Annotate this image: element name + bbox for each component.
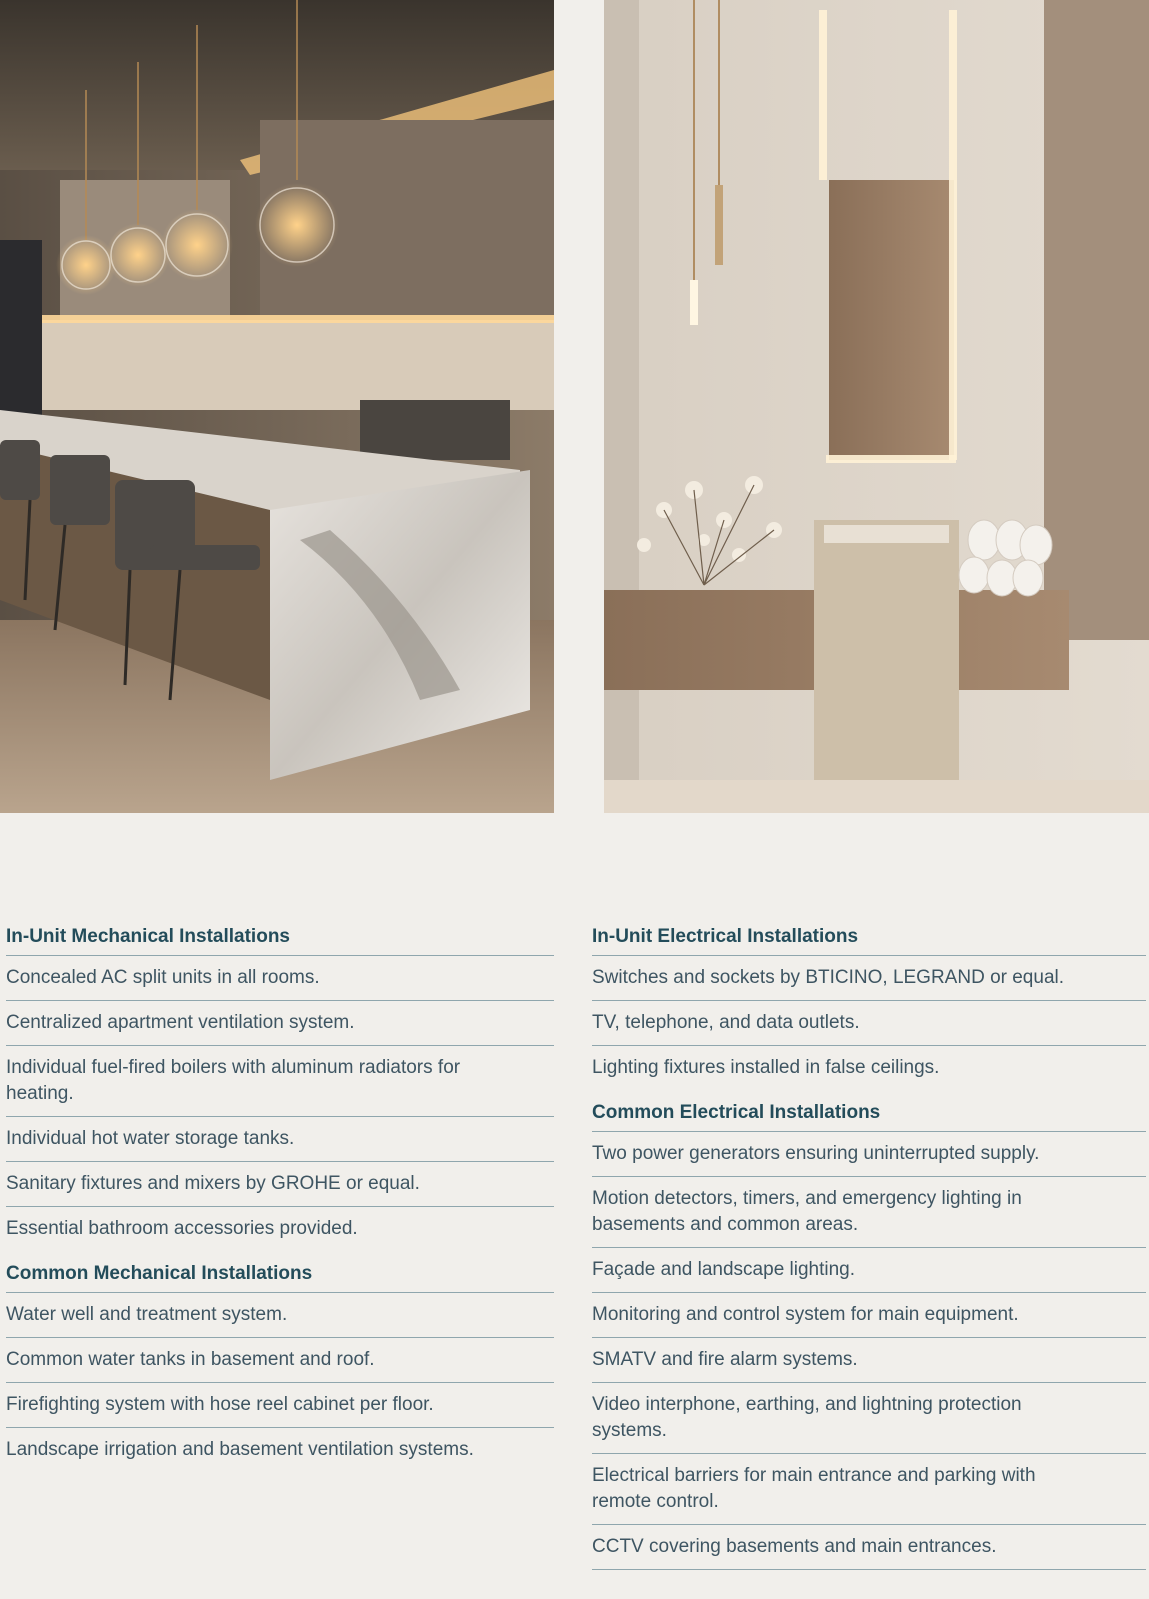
- list-item: Sanitary fixtures and mixers by GROHE or equal.: [6, 1162, 554, 1207]
- kitchen-photo: [0, 0, 554, 813]
- list-item: Water well and treatment system.: [6, 1293, 554, 1338]
- list-item: Two power generators ensuring uninterrupted supply.: [592, 1132, 1146, 1177]
- bathroom-photo: [604, 0, 1149, 813]
- list-item: Centralized apartment ventilation system.: [6, 1001, 554, 1046]
- list-item: Essential bathroom accessories provided.: [6, 1218, 358, 1239]
- common-electrical-heading: Common Electrical Installations: [592, 1090, 1146, 1132]
- electrical-installations-column: [592, 918, 1146, 1570]
- list-item: TV, telephone, and data outlets.: [592, 1001, 1146, 1046]
- in-unit-mechanical-heading: In-Unit Mechanical Installations: [6, 918, 554, 956]
- in-unit-electrical-heading: In-Unit Electrical Installations: [592, 918, 1146, 956]
- list-item: Façade and landscape lighting.: [592, 1248, 1146, 1293]
- list-item: Individual hot water storage tanks.: [6, 1117, 554, 1162]
- list-item: Common water tanks in basement and roof.: [6, 1338, 554, 1383]
- list-item: Motion detectors, timers, and emergency lighting in basements and common areas.: [592, 1177, 1146, 1248]
- mechanical-installations-column: [6, 918, 554, 1472]
- list-item: Firefighting system with hose reel cabinet per floor.: [6, 1383, 554, 1428]
- list-item: CCTV covering basements and main entrances.: [592, 1525, 1146, 1570]
- list-item: Video interphone, earthing, and lightning protection systems.: [592, 1383, 1146, 1454]
- list-item: Electrical barriers for main entrance and parking with remote control.: [592, 1454, 1146, 1525]
- list-item: SMATV and fire alarm systems.: [592, 1338, 1146, 1383]
- common-mechanical-heading: Common Mechanical Installations: [6, 1251, 554, 1293]
- list-item: Landscape irrigation and basement ventilation systems.: [6, 1439, 474, 1460]
- list-item: Monitoring and control system for main equipment.: [592, 1293, 1146, 1338]
- list-item: Individual fuel-fired boilers with aluminum radiators for heating.: [6, 1046, 554, 1117]
- list-item: Lighting fixtures installed in false ceilings.: [592, 1057, 940, 1078]
- list-item: Switches and sockets by BTICINO, LEGRAND or equal.: [592, 956, 1146, 1001]
- list-item: Concealed AC split units in all rooms.: [6, 956, 554, 1001]
